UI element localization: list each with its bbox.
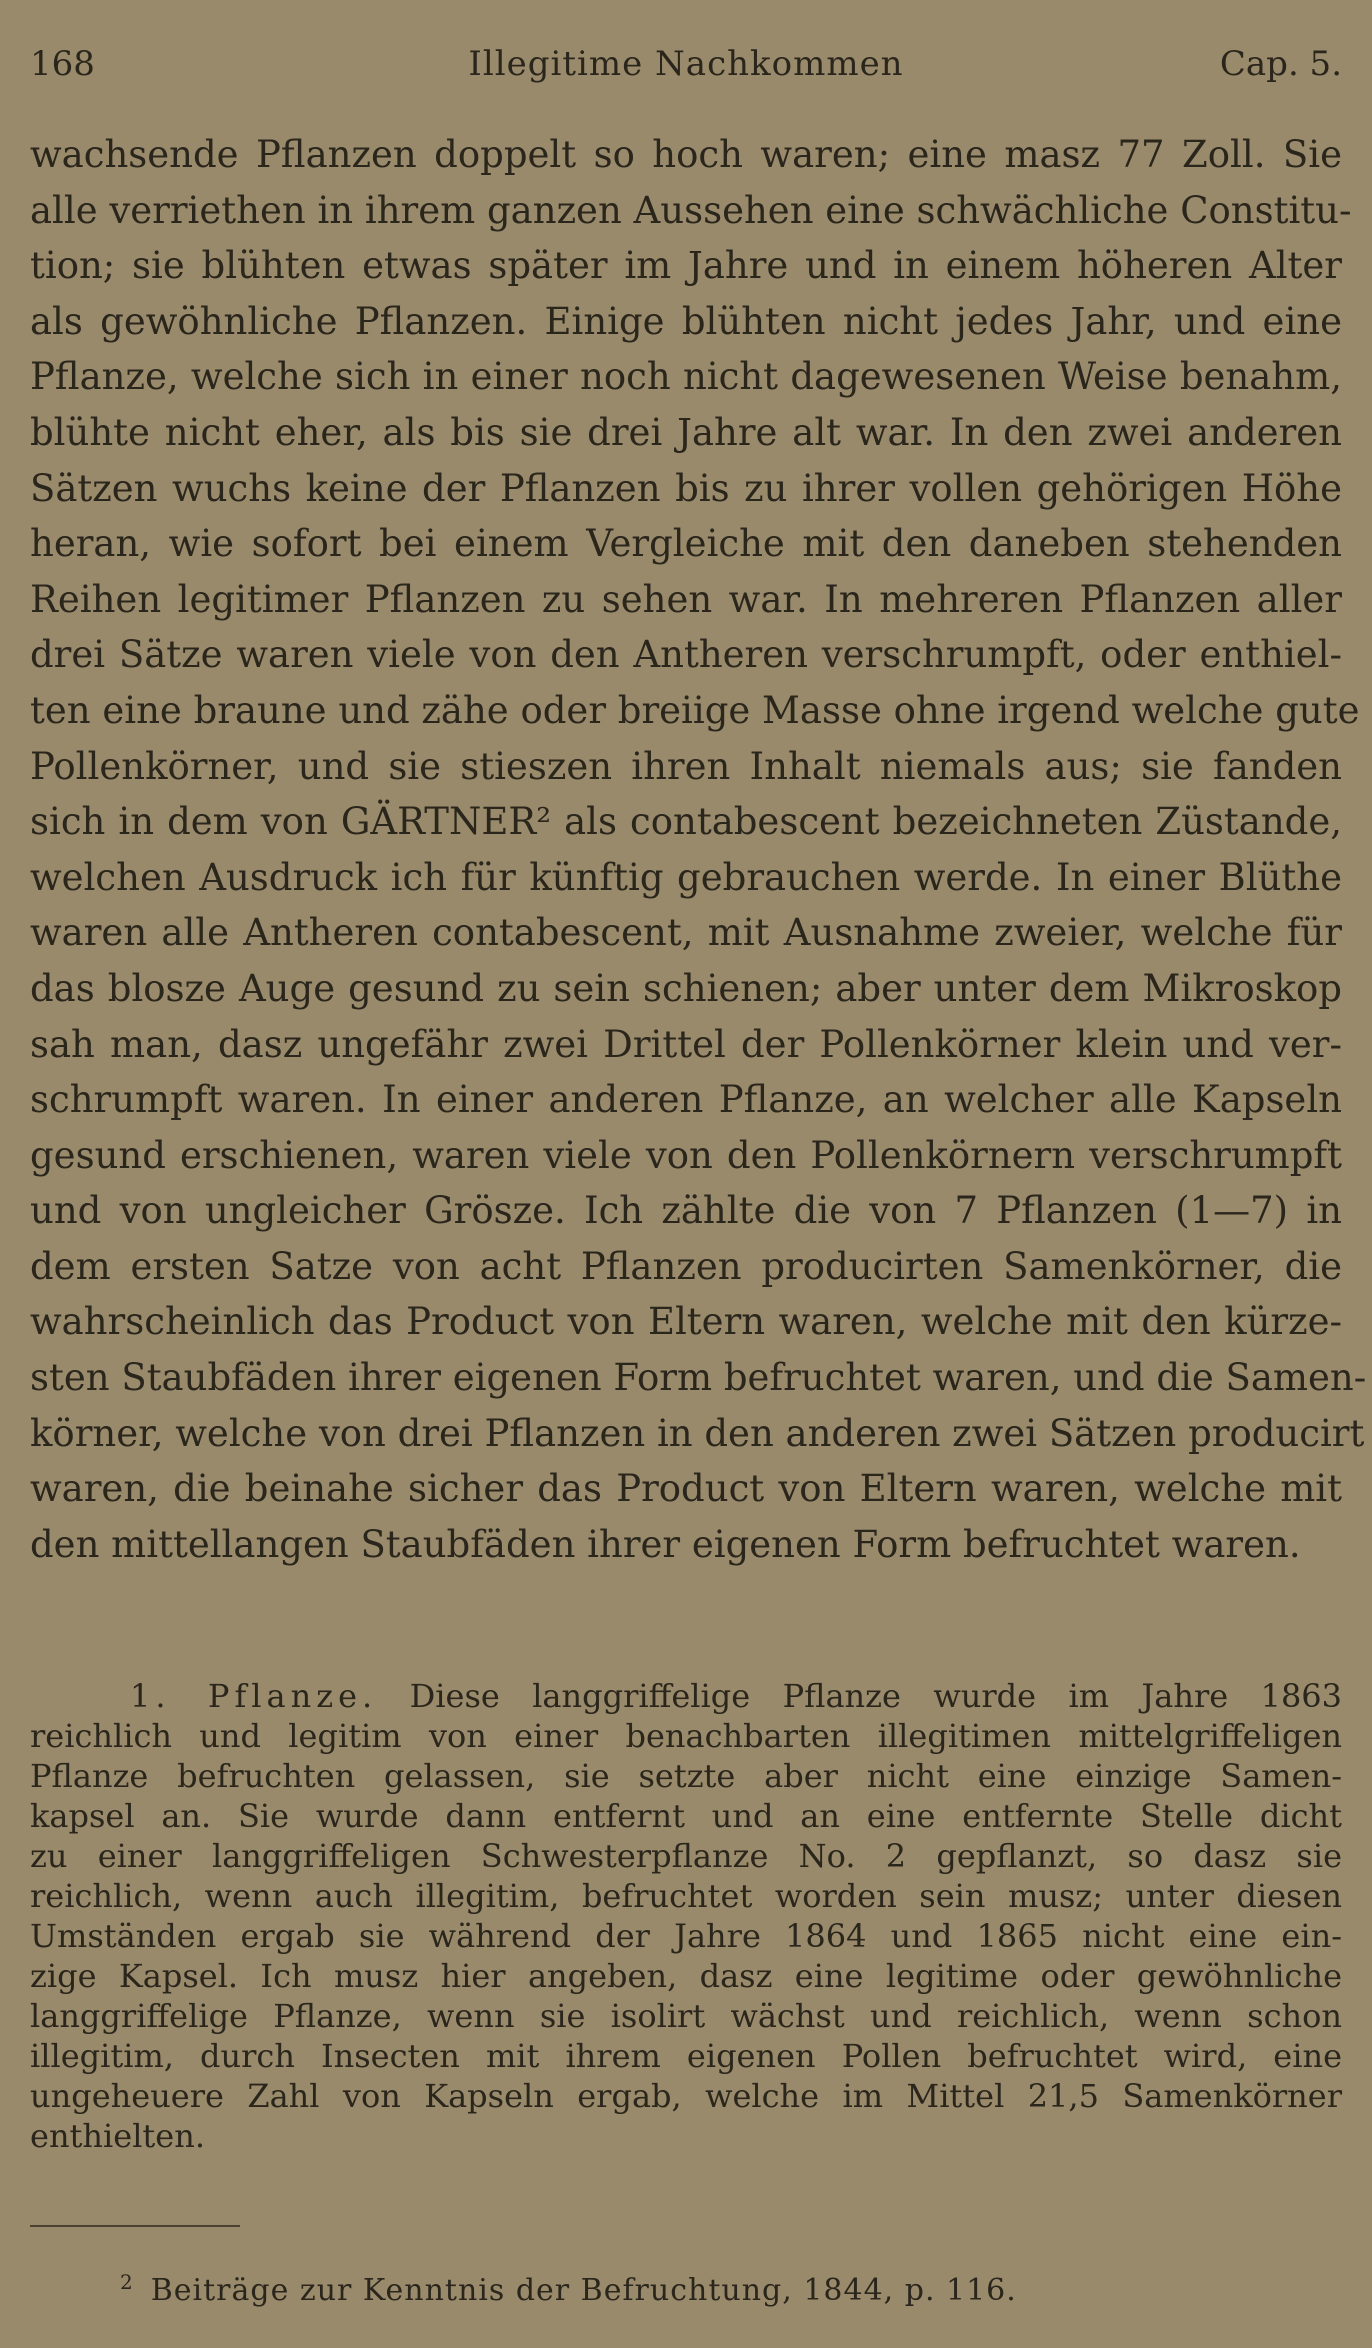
text-line: schrumpft waren. In einer anderen Pflanze, an welcher alle Kapseln bbox=[30, 1078, 1342, 1122]
footnote-marker: 2 bbox=[120, 2270, 133, 2294]
note-text-line: reichlich, wenn auch illegitim, befruchtet worden sein musz; unter diesen bbox=[30, 1877, 1342, 1915]
text-line: Pollenkörner, und sie stieszen ihren Inhalt niemals aus; sie fanden bbox=[30, 744, 1342, 788]
note-text-line: illegitim, durch Insecten mit ihrem eigenen Pollen befruchtet wird, eine bbox=[30, 2037, 1342, 2075]
text-line: wahrscheinlich das Product von Eltern waren, welche mit den kürze- bbox=[30, 1300, 1342, 1344]
plant-note bbox=[30, 1676, 1342, 2156]
note-text-line: ungeheuere Zahl von Kapseln ergab, welche im Mittel 21,5 Samenkörner bbox=[30, 2077, 1342, 2115]
footnote-divider bbox=[30, 2225, 240, 2227]
page-number: 168 bbox=[30, 44, 95, 84]
text-line: körner, welche von drei Pflanzen in den anderen zwei Sätzen producirt bbox=[30, 1411, 1365, 1455]
running-title: Illegitime Nachkommen bbox=[468, 44, 904, 84]
text-line: sten Staubfäden ihrer eigenen Form befruchtet waren, und die Samen- bbox=[30, 1356, 1367, 1400]
chapter-label: Cap. 5. bbox=[1219, 44, 1342, 84]
text-line: alle verriethen in ihrem ganzen Aussehen eine schwächliche Constitu- bbox=[30, 188, 1352, 232]
note-text-line: Diese langgriffelige Pflanze wurde im Jahre 1863 bbox=[409, 1677, 1343, 1715]
text-line: den mittellangen Staubfäden ihrer eigenen Form befruchtet waren. bbox=[30, 1522, 1301, 1566]
text-line: das blosze Auge gesund zu sein schienen; aber unter dem Mikroskop bbox=[30, 966, 1342, 1010]
text-line: waren alle Antheren contabescent, mit Ausnahme zweier, welche für bbox=[30, 911, 1342, 955]
text-line: Reihen legitimer Pflanzen zu sehen war. In mehreren Pflanzen aller bbox=[30, 577, 1342, 621]
text-line: waren, die beinahe sicher das Product von Eltern waren, welche mit bbox=[30, 1467, 1342, 1511]
text-line: Pflanze, welche sich in einer noch nicht dagewesenen Weise benahm, bbox=[30, 355, 1342, 399]
note-text-line: zige Kapsel. Ich musz hier angeben, dasz eine legitime oder gewöhnliche bbox=[30, 1957, 1342, 1995]
text-line: sah man, dasz ungefähr zwei Drittel der Pollenkörner klein und ver- bbox=[30, 1022, 1342, 1066]
note-text-line: Umständen ergab sie während der Jahre 1864 und 1865 nicht eine ein- bbox=[30, 1917, 1342, 1955]
text-line: tion; sie blühten etwas später im Jahre und in einem höheren Alter bbox=[30, 244, 1342, 288]
note-text-line: zu einer langgriffeligen Schwesterpflanze No. 2 gepflanzt, so dasz sie bbox=[30, 1837, 1342, 1875]
text-line: wachsende Pflanzen doppelt so hoch waren; eine masz 77 Zoll. Sie bbox=[30, 133, 1342, 176]
note-text-line: kapsel an. Sie wurde dann entfernt und an eine entfernte Stelle dicht bbox=[30, 1797, 1342, 1835]
text-line: drei Sätze waren viele von den Antheren verschrumpft, oder enthiel- bbox=[30, 633, 1342, 677]
text-line: gesund erschienen, waren viele von den Pollenkörnern verschrumpft bbox=[30, 1133, 1342, 1177]
text-line: ten eine braune und zähe oder breiige Masse ohne irgend welche gute bbox=[30, 688, 1360, 732]
note-text-line: enthielten. bbox=[30, 2117, 205, 2155]
note-text-line: reichlich und legitim von einer benachbarten illegitimen mittelgriffeligen bbox=[30, 1717, 1342, 1755]
text-line: sich in dem von GÄRTNER² als contabescent bezeichneten Züstande, bbox=[30, 800, 1342, 844]
footnote bbox=[120, 2262, 1320, 2311]
note-text-line: langgriffelige Pflanze, wenn sie isolirt wächst und reichlich, wenn schon bbox=[30, 1997, 1342, 2035]
text-line: dem ersten Satze von acht Pflanzen producirten Samenkörner, die bbox=[30, 1244, 1342, 1288]
note-first-line bbox=[30, 1676, 1342, 1716]
main-paragraph bbox=[30, 127, 1367, 1572]
text-line: Sätzen wuchs keine der Pflanzen bis zu ihrer vollen gehörigen Höhe bbox=[30, 466, 1342, 510]
footnote-text: Beiträge zur Kenntnis der Befruchtung, 1844, p. 116. bbox=[150, 2273, 1017, 2308]
text-line: heran, wie sofort bei einem Vergleiche mit den daneben stehenden bbox=[30, 522, 1342, 566]
note-label: 1. Pflanze. bbox=[130, 1677, 378, 1715]
text-line: und von ungleicher Grösze. Ich zählte die von 7 Pflanzen (1—7) in bbox=[30, 1189, 1342, 1233]
text-line: welchen Ausdruck ich für künftig gebrauchen werde. In einer Blüthe bbox=[30, 855, 1342, 899]
text-line: blühte nicht eher, als bis sie drei Jahre alt war. In den zwei anderen bbox=[30, 410, 1342, 454]
text-line: als gewöhnliche Pflanzen. Einige blühten nicht jedes Jahr, und eine bbox=[30, 299, 1342, 343]
note-text-line: Pflanze befruchten gelassen, sie setzte aber nicht eine einzige Samen- bbox=[30, 1757, 1342, 1795]
page-header bbox=[30, 34, 1342, 94]
